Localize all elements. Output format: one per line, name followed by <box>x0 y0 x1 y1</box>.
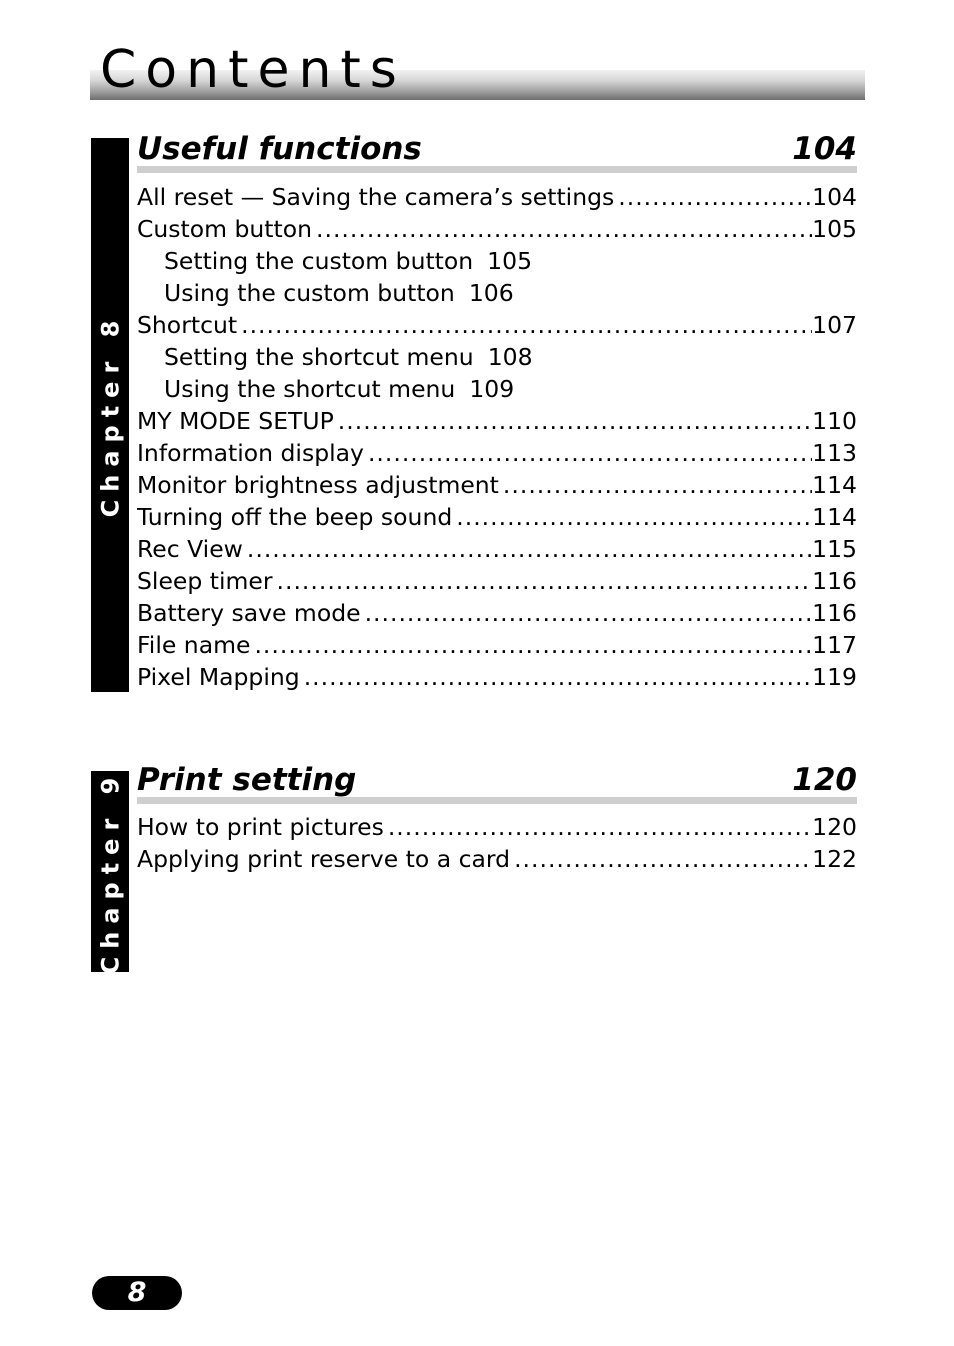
dot-leader <box>510 843 812 875</box>
toc-entry-page: 116 <box>812 599 857 627</box>
toc-entry-label: All reset — Saving the camera’s settings <box>137 183 615 211</box>
toc-entry[interactable] <box>137 181 857 213</box>
dot-leader <box>361 597 813 629</box>
chapter-8-tab <box>91 138 129 692</box>
toc-entry[interactable] <box>137 661 857 693</box>
section-heading <box>137 762 857 804</box>
dot-leader <box>237 309 812 341</box>
toc-entry-page: 110 <box>812 407 857 435</box>
toc-entry-page: 122 <box>812 845 857 873</box>
toc-entry-label: Battery save mode <box>137 599 361 627</box>
toc-entry-page: 108 <box>487 343 533 371</box>
toc-entry[interactable] <box>137 309 857 341</box>
toc-entry-label: Setting the custom button <box>164 247 474 275</box>
page-title: Contents <box>100 40 406 100</box>
toc-entry-label: Using the shortcut menu <box>164 375 456 403</box>
dot-leader <box>243 533 812 565</box>
page-number-badge: 8 <box>92 1276 182 1310</box>
toc-entry-label: Sleep timer <box>137 567 273 595</box>
dot-leader <box>312 213 812 245</box>
toc-entry-label: Shortcut <box>137 311 238 339</box>
toc-list <box>137 181 857 693</box>
toc-entry-page: 114 <box>812 471 857 499</box>
toc-entry-label: Information display <box>137 439 364 467</box>
toc-entry[interactable] <box>137 533 857 565</box>
toc-entry-page: 120 <box>812 813 857 841</box>
toc-entry-page: 114 <box>812 503 857 531</box>
dot-leader <box>273 565 813 597</box>
dot-leader <box>364 437 812 469</box>
toc-entry-page: 116 <box>812 567 857 595</box>
toc-entry-page: 119 <box>812 663 857 691</box>
section-page-number: 104 <box>792 131 857 167</box>
toc-entry-page: 105 <box>487 247 533 275</box>
dot-leader <box>300 661 812 693</box>
toc-subentry[interactable] <box>137 341 857 373</box>
section-title[interactable]: Print setting <box>137 762 357 798</box>
toc-subentry[interactable] <box>137 245 857 277</box>
toc-entry-page: 105 <box>812 215 857 243</box>
toc-subentry[interactable] <box>137 277 857 309</box>
toc-entry-label: Turning off the beep sound <box>137 503 453 531</box>
toc-entry-label: How to print pictures <box>137 813 384 841</box>
toc-entry[interactable] <box>137 437 857 469</box>
toc-entry[interactable] <box>137 811 857 843</box>
section-page-number: 120 <box>792 762 857 798</box>
section-title[interactable]: Useful functions <box>137 131 422 167</box>
toc-entry[interactable] <box>137 469 857 501</box>
chapter-8-section <box>137 131 857 693</box>
toc-entry[interactable] <box>137 565 857 597</box>
toc-entry-label: File name <box>137 631 251 659</box>
chapter-9-tab-label: Chapter 9 <box>96 769 124 974</box>
toc-entry[interactable] <box>137 597 857 629</box>
toc-entry[interactable] <box>137 501 857 533</box>
chapter-8-tab-label: Chapter 8 <box>96 312 124 518</box>
dot-leader <box>334 405 812 437</box>
toc-entry-page: 109 <box>469 375 515 403</box>
toc-entry-label: Setting the shortcut menu <box>164 343 474 371</box>
toc-entry-label: Monitor brightness adjustment <box>137 471 499 499</box>
toc-entry-label: Applying print reserve to a card <box>137 845 511 873</box>
dot-leader <box>384 811 812 843</box>
chapter-9-tab <box>91 771 129 972</box>
toc-entry-label: MY MODE SETUP <box>137 407 334 435</box>
toc-entry[interactable] <box>137 629 857 661</box>
dot-leader <box>452 501 812 533</box>
toc-entry-page: 115 <box>812 535 857 563</box>
toc-subentry[interactable] <box>137 373 857 405</box>
toc-entry[interactable] <box>137 405 857 437</box>
toc-entry-label: Rec View <box>137 535 243 563</box>
toc-entry-page: 107 <box>812 311 857 339</box>
toc-entry-label: Using the custom button <box>164 279 455 307</box>
section-heading <box>137 131 857 173</box>
chapter-9-section <box>137 762 857 875</box>
toc-entry-label: Custom button <box>137 215 313 243</box>
toc-entry-label: Pixel Mapping <box>137 663 300 691</box>
dot-leader <box>614 181 812 213</box>
toc-entry-page: 117 <box>812 631 857 659</box>
toc-list <box>137 811 857 875</box>
toc-entry[interactable] <box>137 843 857 875</box>
dot-leader <box>250 629 812 661</box>
toc-entry[interactable] <box>137 213 857 245</box>
toc-entry-page: 113 <box>812 439 857 467</box>
dot-leader <box>499 469 812 501</box>
toc-entry-page: 104 <box>812 183 857 211</box>
toc-entry-page: 106 <box>468 279 514 307</box>
